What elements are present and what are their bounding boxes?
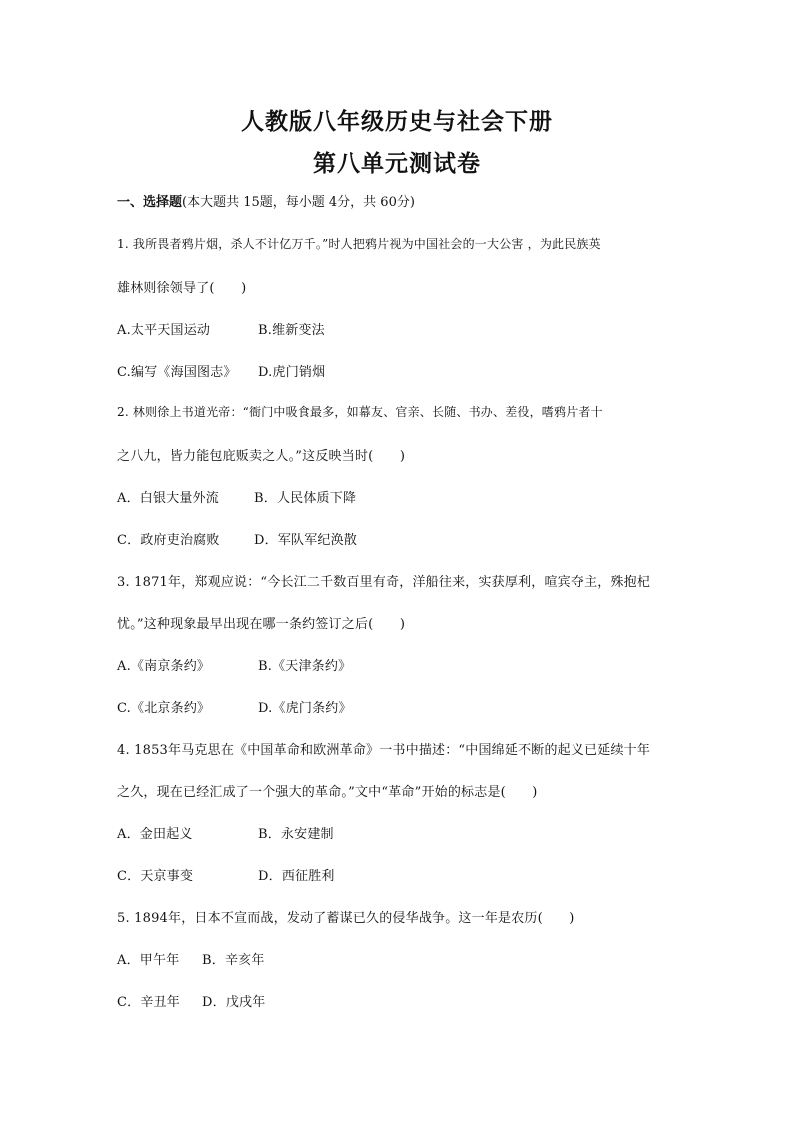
question-4-stem-line-1: 4. 1853年马克思在《中国革命和欧洲革命》一书中描述：“中国绵延不断的起义已延续十年	[117, 743, 651, 758]
question-2-option-row-2	[117, 529, 358, 548]
option-d: D．西征胜利	[258, 869, 335, 884]
question-2-option-row-1	[117, 487, 357, 506]
section-heading	[117, 191, 415, 210]
option-d: D．戊戌年	[202, 995, 266, 1010]
question-1-option-row-2	[117, 361, 326, 380]
question-1-stem-line-2: 雄林则徐领导了( )	[117, 281, 247, 296]
option-c: C．辛丑年	[117, 995, 180, 1010]
option-a: A．甲午年	[117, 953, 180, 968]
option-c: C.《北京条约》	[117, 701, 211, 716]
question-5-option-row-1	[117, 949, 265, 968]
option-b: B．辛亥年	[202, 953, 265, 968]
option-b: B.《天津条约》	[258, 659, 352, 674]
document-title: 人教版八年级历史与社会下册	[241, 108, 553, 135]
question-4-stem-line-2: 之久，现在已经汇成了一个强大的革命。”文中“革命”开始的标志是( )	[117, 785, 538, 800]
option-a: A.《南京条约》	[117, 659, 211, 674]
option-c: C.编写《海国图志》	[117, 365, 237, 380]
question-3-stem-line-2: 忧。”这种现象最早出现在哪一条约签订之后( )	[117, 617, 406, 632]
option-c: C．政府吏治腐败	[117, 533, 220, 548]
question-3-option-row-1	[117, 655, 352, 674]
question-2-stem-line-1: 2. 林则徐上书道光帝：“衙门中吸食最多，如幕友、官亲、长随、书办、差役，嗜鸦片者十	[117, 405, 603, 419]
option-d: D.虎门销烟	[258, 365, 326, 380]
question-2-stem-line-2: 之八九，皆力能包庇贩卖之人。”这反映当时( )	[117, 449, 406, 464]
option-d: D．军队军纪涣散	[254, 533, 358, 548]
question-4-option-row-1	[117, 823, 334, 842]
question-5-stem: 5. 1894年，日本不宣而战，发动了蓄谋已久的侵华战争。这一年是农历( )	[117, 911, 575, 926]
section-heading-lead: 一、选择题	[117, 195, 183, 210]
option-d: D.《虎门条约》	[258, 701, 352, 716]
question-1-option-row-1	[117, 319, 325, 338]
option-a: A．金田起义	[117, 827, 193, 842]
question-3-stem-line-1: 3. 1871年，郑观应说：“今长江二千数百里有奇，洋船往来，实获厚利，喧宾夺主，殊抱杞	[117, 575, 651, 590]
question-1-stem-line-1: 1. 我所畏者鸦片烟，杀人不计亿万千。”时人把鸦片视为中国社会的一大公害 ，为此民族英	[117, 237, 601, 251]
option-a: A．白银大量外流	[117, 491, 219, 506]
option-a: A.太平天国运动	[117, 323, 211, 338]
section-heading-detail: (本大题共 15题，每小题 4分，共 60分)	[182, 195, 415, 210]
option-b: B.维新变法	[258, 323, 325, 338]
question-4-option-row-2	[117, 865, 335, 884]
question-5-option-row-2	[117, 991, 266, 1010]
option-c: C．天京事变	[117, 869, 194, 884]
option-b: B．人民体质下降	[254, 491, 357, 506]
option-b: B．永安建制	[258, 827, 334, 842]
question-3-option-row-2	[117, 697, 352, 716]
document-subtitle: 第八单元测试卷	[313, 150, 481, 177]
